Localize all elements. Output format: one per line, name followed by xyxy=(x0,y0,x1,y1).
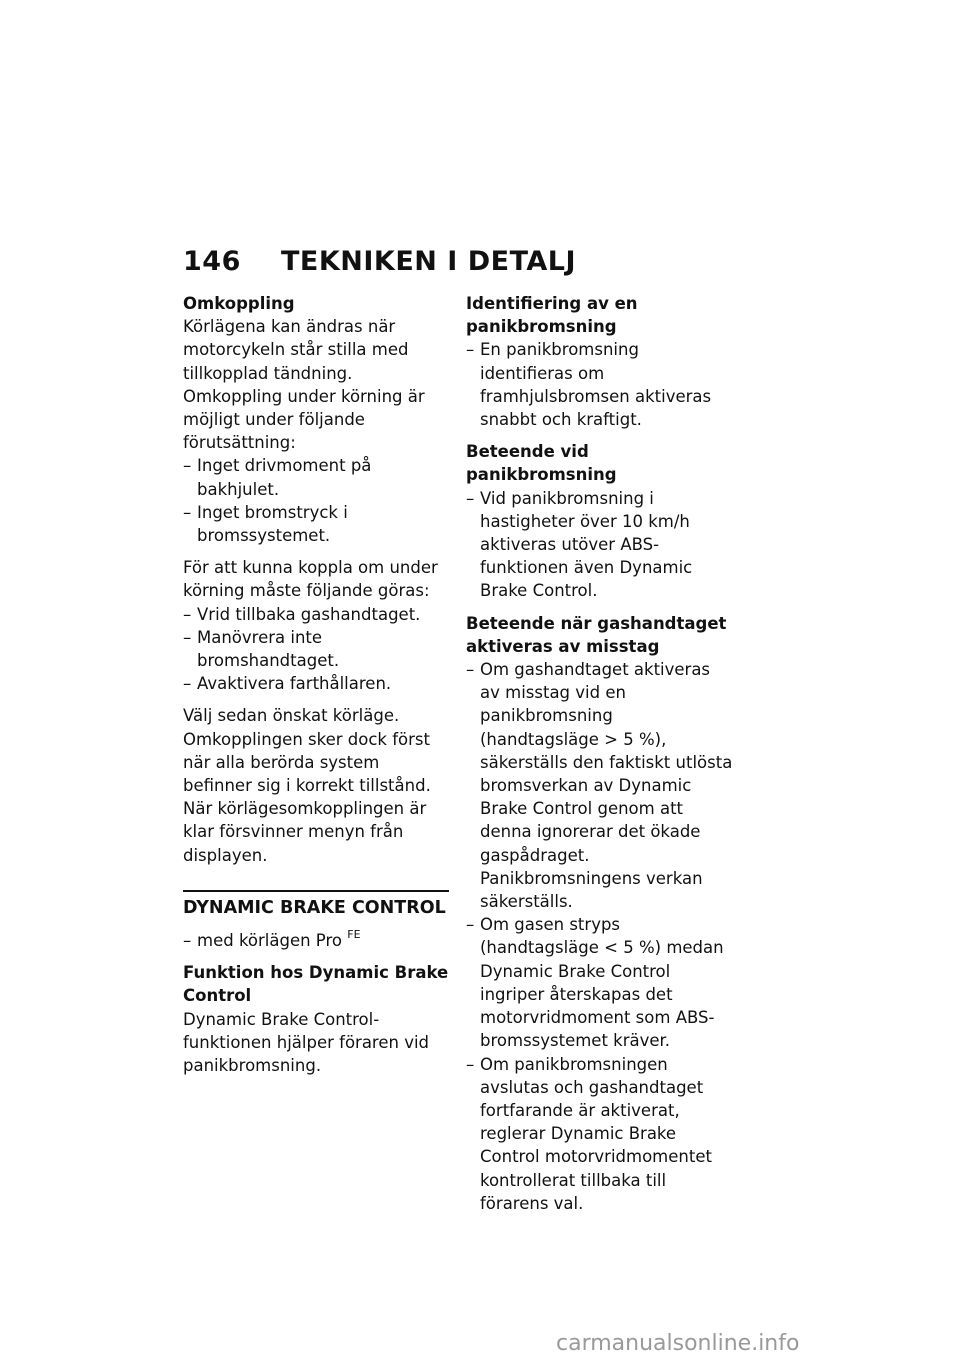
watermark: carmanualsonline.info xyxy=(556,1331,800,1356)
variant-sup: FE xyxy=(347,928,361,942)
list-item: – Inget drivmoment på bakhjulet. xyxy=(183,454,449,500)
page-number: 146 xyxy=(183,246,241,277)
list-item: – Avaktivera farthållaren. xyxy=(183,672,449,695)
omkoppling-paragraph: Välj sedan önskat körläge. Omkopplingen sker dock först när alla berörda system befinner sig i korrekt tillstånd. xyxy=(183,706,431,796)
function-heading: Funktion hos Dynamic Brake Control xyxy=(183,963,449,1006)
list-item: – Om gashandtaget aktiveras av misstag vid en panikbromsning (handtagsläge > 5 %), säkerställs den faktiskt utlösta bromsverkan av Dynamic Brake Control genom att denna ignorerar det ökade gaspådraget. Panikbromsningens verkan säkerställs. xyxy=(466,658,734,913)
list-item xyxy=(183,929,449,952)
list-item: – Om panikbromsningen avslutas och gashandtaget fortfarande är aktiverat, reglerar Dynamic Brake Control motorvridmomentet kontrollerat tillbaka till förarens val. xyxy=(466,1053,734,1215)
behavior-panic-list xyxy=(466,487,734,603)
behavior-throttle-heading: Beteende när gashandtaget aktiveras av misstag xyxy=(466,613,727,656)
chapter-title: TEKNIKEN I DETALJ xyxy=(281,246,577,277)
omkoppling-heading: Omkoppling xyxy=(183,294,295,313)
section-title: DYNAMIC BRAKE CONTROL xyxy=(183,897,446,918)
list-item: – Vid panikbromsning i hastigheter över 10 km/h aktiveras utöver ABS-funktionen även Dynamic Brake Control. xyxy=(466,487,734,603)
behavior-throttle-list xyxy=(466,658,734,1215)
switch-intro: För att kunna koppla om under körning måste följande göras: xyxy=(183,558,438,601)
behavior-panic-heading: Beteende vid panikbromsning xyxy=(466,442,617,485)
list-item: – Inget bromstryck i bromssystemet. xyxy=(183,501,449,547)
variant-prefix: med körlägen Pro xyxy=(197,931,342,951)
step-list xyxy=(183,603,449,696)
left-column xyxy=(183,292,449,1077)
variant-note xyxy=(183,929,449,952)
list-item: – En panikbromsning identifieras om framhjulsbromsen aktiveras snabbt och kraftigt. xyxy=(466,338,734,431)
page-header xyxy=(183,246,576,277)
identification-heading: Identifiering av en panikbromsning xyxy=(466,294,638,337)
omkoppling-paragraph: När körlägesomkopplingen är klar försvinner menyn från displayen. xyxy=(183,799,427,865)
omkoppling-intro: Körlägena kan ändras när motorcykeln står stilla med tillkopplad tändning. Omkoppling under körning är möjligt under följande förutsättning: xyxy=(183,317,425,453)
list-item: – Vrid tillbaka gashandtaget. xyxy=(183,603,449,626)
list-item: – Om gasen stryps (handtagsläge < 5 %) medan Dynamic Brake Control ingriper återskapas det motorvridmoment som ABS-bromssystemet kräver. xyxy=(466,913,734,1052)
identification-list xyxy=(466,338,734,431)
condition-list xyxy=(183,454,449,547)
function-text: Dynamic Brake Control-funktionen hjälper föraren vid panikbromsning. xyxy=(183,1009,430,1076)
section-divider xyxy=(183,890,449,892)
right-column xyxy=(466,292,734,1215)
list-item: – Manövrera inte bromshandtaget. xyxy=(183,626,449,672)
